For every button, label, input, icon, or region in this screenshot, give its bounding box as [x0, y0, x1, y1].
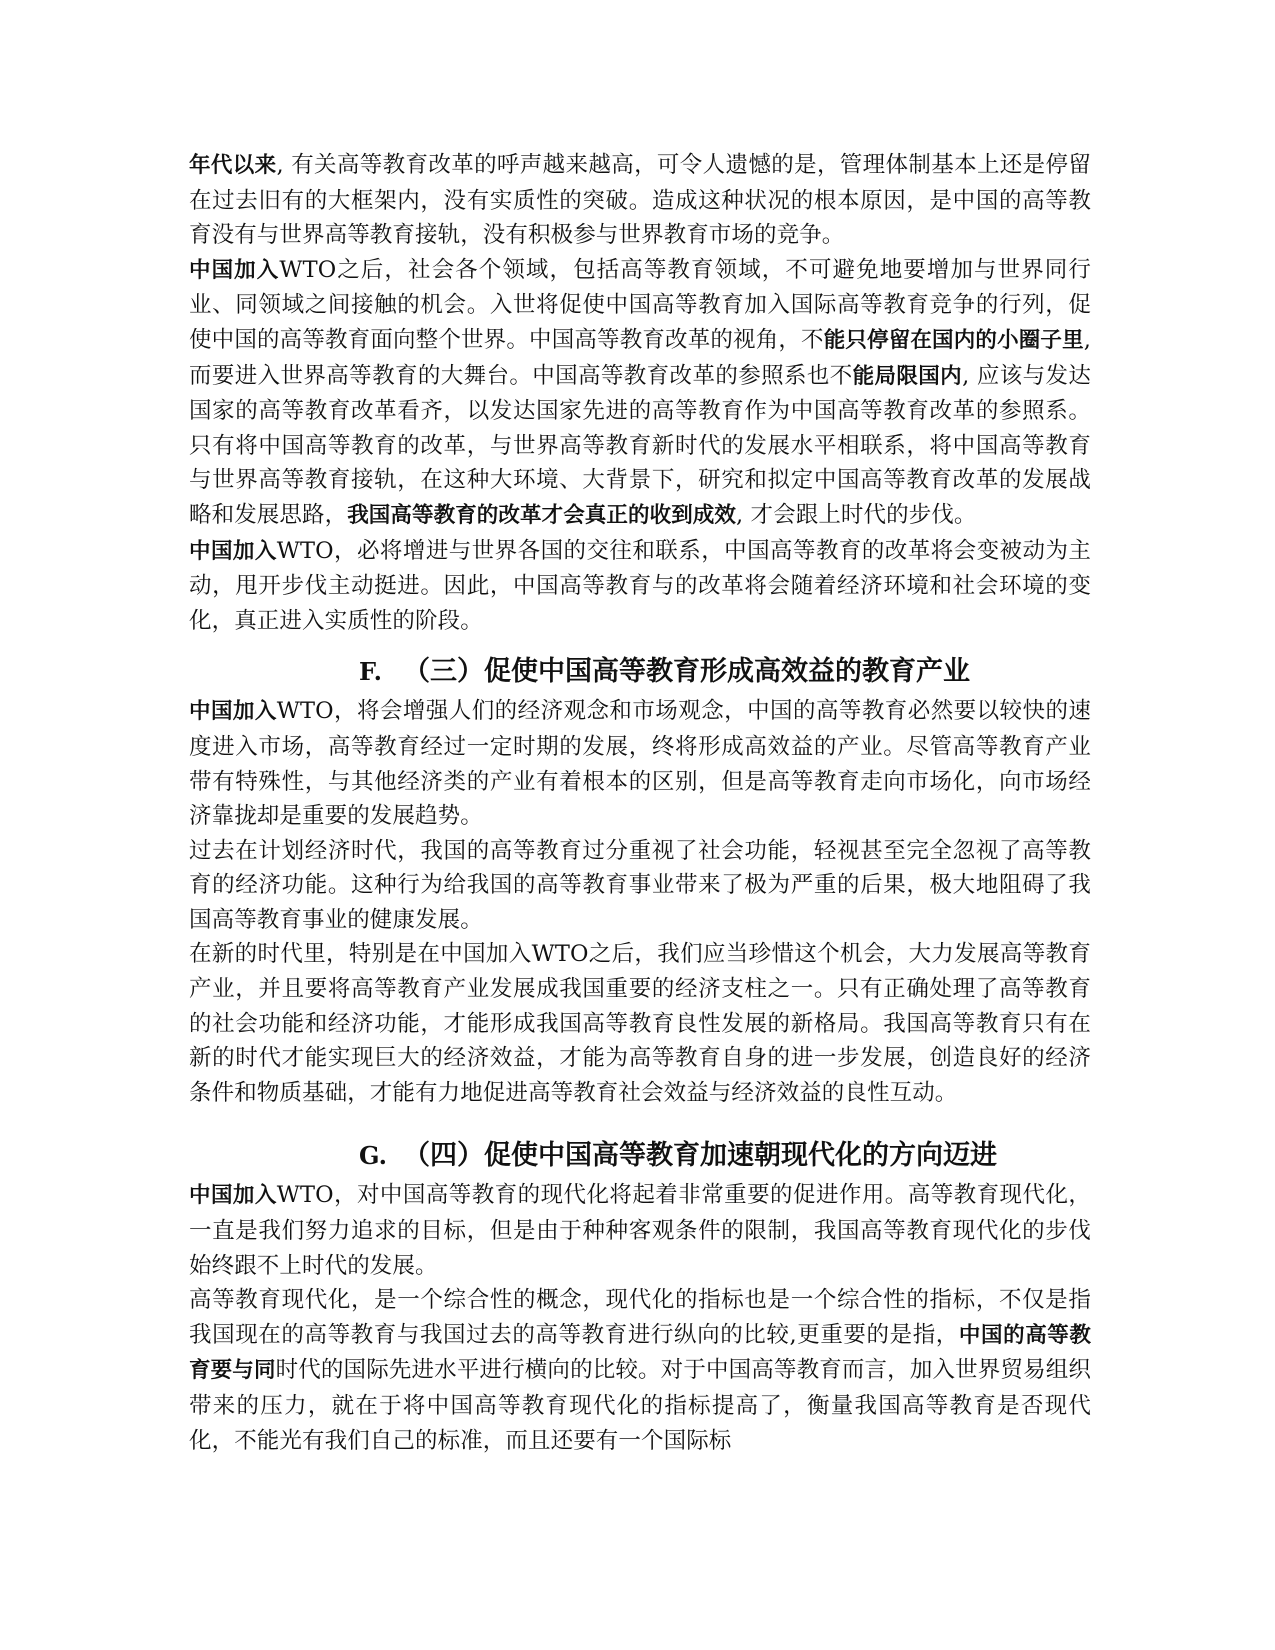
paragraph-market-concept — [189, 694, 1091, 833]
paragraph-reform-background — [189, 148, 1091, 253]
paragraph-new-era-industry — [189, 937, 1091, 1110]
section-heading-f — [189, 652, 1091, 692]
bold-phrase: 年代以来 — [189, 153, 277, 178]
paragraph-modernization-promotion — [189, 1178, 1091, 1283]
heading-marker: F. — [359, 657, 382, 687]
paragraph-text: 在新的时代里，特别是在中国加入WTO之后，我们应当珍惜这个机会，大力发展高等教育产业，并且要将高等教育产业发展成我国重要的经济支柱之一。只有正确处理了高等教育的社会功能和经济功能，才能形成我国高等教育良性发展的新格局。我国高等教育只有在新的时代才能实现巨大的经济效益，才能为高等教育自身的进一步发展，创造良好的经济条件和物质基础，才能有力地促进高等教育社会效益与经济效益的良性互动。 — [189, 941, 1091, 1106]
paragraph-text: WTO，必将增进与世界各国的交往和联系，中国高等教育的改革将会变被动为主动，甩开步伐主动挺进。因此，中国高等教育与的改革将会随着经济环境和社会环境的变化，真正进入实质性的阶段。 — [189, 537, 1091, 634]
section-heading-g — [189, 1136, 1091, 1176]
bold-phrase: 中国的高等教育要与同 — [189, 1322, 1091, 1384]
bold-phrase: 中国加入 — [189, 257, 280, 283]
heading-marker: G. — [359, 1141, 387, 1171]
paragraph-text: 过去在计划经济时代，我国的高等教育过分重视了社会功能，轻视甚至完全忽视了高等教育的经济功能。这种行为给我国的高等教育事业带来了极为严重的后果，极大地阻碍了我国高等教育事业的健康发展。 — [189, 837, 1091, 933]
paragraph-text: , 应该与发达国家的高等教育改革看齐，以发达国家先进的高等教育作为中国高等教育改革的参照系。只有将中国高等教育的改革，与世界高等教育新时代的发展水平相联系，将中国高等教育与世界高等教育接轨，在这种大环境、大背景下，研究和拟定中国高等教育改革的发展战略和发展思路， — [189, 362, 1091, 528]
paragraph-text: , 而要进入世界高等教育的大舞台。中国高等教育改革的参照系也不 — [189, 326, 1092, 389]
paragraph-text: WTO，对中国高等教育的现代化将起着非常重要的促进作用。高等教育现代化，一直是我们努力追求的目标，但是由于种种客观条件的限制，我国高等教育现代化的步伐始终跟不上时代的发展。 — [189, 1182, 1091, 1279]
paragraph-text: 高等教育现代化，是一个综合性的概念，现代化的指标也是一个综合性的指标，不仅是指我国现在的高等教育与我国过去的高等教育进行纵向的比较,更重要的是指， — [189, 1287, 1091, 1348]
bold-phrase: 能局限国内 — [852, 363, 963, 389]
paragraph-text: 时代的国际先进水平进行横向的比较。对于中国高等教育而言，加入世界贸易组织带来的压力，就在于将中国高等教育现代化的指标提高了，衡量我国高等教育是否现代化，不能光有我们自己的标准，而且还要有一个国际标 — [189, 1357, 1091, 1454]
paragraph-text: WTO之后，社会各个领域，包括高等教育领域，不可避免地要增加与世界同行业、同领域之间接触的机会。入世将促使中国高等教育加入国际高等教育竞争的行列，促使中国的高等教育面向整个世界。中国高等教育改革的视角，不 — [189, 256, 1091, 353]
paragraph-wto-contact — [189, 253, 1091, 534]
document-page — [189, 148, 1091, 1458]
bold-phrase: 中国加入 — [189, 699, 277, 725]
paragraph-modernization-concept — [189, 1283, 1091, 1458]
paragraph-planned-economy — [189, 834, 1091, 938]
bold-phrase: 中国加入 — [189, 1183, 277, 1209]
paragraph-text: WTO，将会增强人们的经济观念和市场观念，中国的高等教育必然要以较快的速度进入市场，高等教育经过一定时期的发展，终将形成高效益的产业。尽管高等教育产业带有特殊性，与其他经济类的产业有着根本的区别，但是高等教育走向市场化，向市场经济靠拢却是重要的发展趋势。 — [189, 698, 1091, 830]
heading-text: （四）促使中国高等教育加速朝现代化的方向迈进 — [403, 1140, 997, 1172]
bold-phrase: 中国加入 — [189, 538, 277, 564]
paragraph-text: , 才会跟上时代的步伐。 — [736, 501, 977, 528]
bold-phrase: 能只停留在国内的小圈子里 — [823, 327, 1084, 353]
paragraph-wto-exchange — [189, 534, 1091, 639]
heading-text: （三）促使中国高等教育形成高效益的教育产业 — [403, 656, 970, 688]
bold-phrase: 我国高等教育的改革才会真正的收到成效 — [347, 502, 737, 528]
paragraph-text: , 有关高等教育改革的呼声越来越高，可令人遗憾的是，管理体制基本上还是停留在过去旧有的大框架内，没有实质性的突破。造成这种状况的根本原因，是中国的高等教育没有与世界高等教育接轨，没有积极参与世界教育市场的竞争。 — [189, 152, 1091, 249]
